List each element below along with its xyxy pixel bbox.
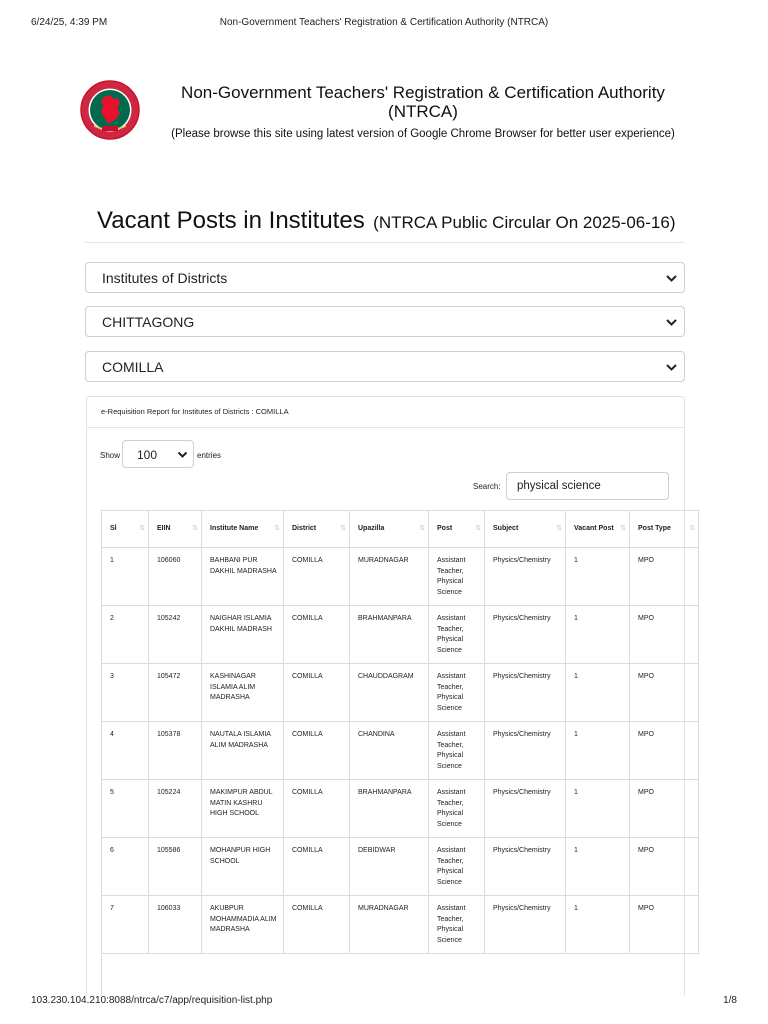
cell-district: COMILLA [284, 722, 350, 780]
cell-eiin: 105224 [149, 780, 202, 838]
table-row [102, 548, 699, 606]
cell-district: COMILLA [284, 548, 350, 606]
cell-upazilla: DEBIDWAR [350, 838, 429, 896]
cell-institute-name: NAIGHAR ISLAMIA DAKHIL MADRASH [202, 606, 284, 664]
column-label: Vacant Post [574, 525, 614, 532]
cell-vacant-post: 1 [566, 548, 630, 606]
cell-eiin: 106033 [149, 896, 202, 954]
cell-institute-name: MAKIMPUR ABDUL MATIN KASHRU HIGH SCHOOL [202, 780, 284, 838]
show-label: Show [100, 451, 121, 460]
print-footer [31, 995, 737, 1009]
cell-district: COMILLA [284, 896, 350, 954]
cell-institute-name: MOHANPUR HIGH SCHOOL [202, 838, 284, 896]
cell-sl: 7 [102, 896, 149, 954]
sort-icon: ⇅ [620, 525, 625, 532]
institute-type-value: Institutes of Districts [102, 270, 228, 286]
cell-post: Assistant Teacher, Physical Science [429, 838, 485, 896]
print-url: 103.230.104.210:8088/ntrca/c7/app/requisition-list.php [31, 995, 273, 1006]
column-header-post[interactable] [429, 511, 485, 548]
column-header-subject[interactable] [485, 511, 566, 548]
cell-sl: 1 [102, 548, 149, 606]
ntrca-logo [80, 80, 140, 140]
cell-vacant-post: 1 [566, 722, 630, 780]
requisition-table [101, 510, 699, 954]
cell-eiin: 106060 [149, 548, 202, 606]
cell-sl: 6 [102, 838, 149, 896]
cell-vacant-post: 1 [566, 838, 630, 896]
cell-vacant-post: 1 [566, 896, 630, 954]
table-row [102, 838, 699, 896]
column-label: District [292, 525, 317, 532]
sort-icon: ⇅ [475, 525, 480, 532]
page-title-sub: (NTRCA Public Circular On 2025-06-16) [373, 213, 676, 232]
cell-upazilla: MURADNAGAR [350, 548, 429, 606]
cell-institute-name: AKUBPUR MOHAMMADIA ALIM MADRASHA [202, 896, 284, 954]
entries-value: 100 [137, 448, 158, 462]
cell-vacant-post: 1 [566, 780, 630, 838]
sort-icon: ⇅ [340, 525, 345, 532]
sort-icon: ⇅ [419, 525, 424, 532]
cell-vacant-post: 1 [566, 606, 630, 664]
bangladesh-govt-seal-icon [80, 80, 140, 140]
cell-institute-name: NAUTALA ISLAMIA ALIM MADRASHA [202, 722, 284, 780]
chevron-down-icon [665, 272, 678, 285]
entries-select[interactable] [122, 440, 194, 468]
cell-sl: 2 [102, 606, 149, 664]
cell-district: COMILLA [284, 838, 350, 896]
column-label: Post Type [638, 525, 671, 532]
requisition-table-wrapper[interactable] [101, 510, 694, 955]
cell-post-type: MPO [630, 896, 699, 954]
cell-post: Assistant Teacher, Physical Science [429, 780, 485, 838]
cell-sl: 5 [102, 780, 149, 838]
cell-subject: Physics/Chemistry [485, 548, 566, 606]
cell-post-type: MPO [630, 606, 699, 664]
cell-post: Assistant Teacher, Physical Science [429, 722, 485, 780]
table-row [102, 780, 699, 838]
cell-post: Assistant Teacher, Physical Science [429, 548, 485, 606]
table-row [102, 664, 699, 722]
column-header-vacant-post[interactable] [566, 511, 630, 548]
cell-subject: Physics/Chemistry [485, 838, 566, 896]
cell-eiin: 105242 [149, 606, 202, 664]
column-label: Sl [110, 525, 117, 532]
cell-subject: Physics/Chemistry [485, 664, 566, 722]
cell-upazilla: BRAHMANPARA [350, 606, 429, 664]
report-panel-heading [87, 397, 684, 428]
cell-upazilla: BRAHMANPARA [350, 780, 429, 838]
column-label: Institute Name [210, 525, 259, 532]
column-label: Upazilla [358, 525, 385, 532]
cell-post-type: MPO [630, 722, 699, 780]
chevron-down-icon [177, 449, 188, 460]
page-title [97, 207, 676, 235]
entries-label: entries [197, 451, 222, 460]
title-divider [85, 242, 685, 243]
cell-post-type: MPO [630, 780, 699, 838]
column-label: EIIN [157, 525, 171, 532]
division-value: CHITTAGONG [102, 314, 195, 330]
sort-icon: ⇅ [274, 525, 279, 532]
cell-post-type: MPO [630, 548, 699, 606]
cell-subject: Physics/Chemistry [485, 722, 566, 780]
cell-institute-name: KASHINAGAR ISLAMIA ALIM MADRASHA [202, 664, 284, 722]
cell-post: Assistant Teacher, Physical Science [429, 664, 485, 722]
browser-note: (Please browse this site using latest version of Google Chrome Browser for better user experience) [171, 128, 675, 140]
column-header-upazilla[interactable] [350, 511, 429, 548]
cell-vacant-post: 1 [566, 664, 630, 722]
cell-subject: Physics/Chemistry [485, 896, 566, 954]
sort-icon: ⇅ [556, 525, 561, 532]
cell-district: COMILLA [284, 664, 350, 722]
search-input[interactable] [506, 472, 669, 500]
cell-district: COMILLA [284, 606, 350, 664]
cell-sl: 4 [102, 722, 149, 780]
cell-eiin: 105586 [149, 838, 202, 896]
cell-upazilla: CHAUDDAGRAM [350, 664, 429, 722]
division-select[interactable] [85, 306, 685, 337]
cell-upazilla: CHANDINA [350, 722, 429, 780]
sort-asc-icon: ⇅ [139, 525, 144, 532]
column-label: Subject [493, 525, 519, 532]
org-name [165, 83, 681, 121]
column-header-institute-name[interactable] [202, 511, 284, 548]
table-row [102, 896, 699, 954]
column-header-district[interactable] [284, 511, 350, 548]
print-header [31, 17, 737, 31]
report-heading-text: e-Requisition Report for Institutes of Districts : COMILLA [101, 407, 289, 416]
search-label: Search: [473, 482, 501, 491]
chevron-down-icon [665, 361, 678, 374]
cell-subject: Physics/Chemistry [485, 780, 566, 838]
print-page-number: 1/8 [723, 995, 737, 1006]
cell-sl: 3 [102, 664, 149, 722]
org-name-line2: (NTRCA) [388, 102, 458, 121]
column-label: Post [437, 525, 453, 532]
sort-icon: ⇅ [689, 525, 694, 532]
cell-post: Assistant Teacher, Physical Science [429, 606, 485, 664]
page-title-main: Vacant Posts in Institutes [97, 207, 365, 234]
column-header-eiin[interactable] [149, 511, 202, 548]
table-row [102, 722, 699, 780]
cell-post: Assistant Teacher, Physical Science [429, 896, 485, 954]
cell-institute-name: BAHBANI PUR DAKHIL MADRASHA [202, 548, 284, 606]
sort-icon: ⇅ [192, 525, 197, 532]
chevron-down-icon [665, 316, 678, 329]
district-select[interactable] [85, 351, 685, 382]
cell-post-type: MPO [630, 838, 699, 896]
table-left-edge [101, 955, 102, 996]
district-value: COMILLA [102, 359, 164, 375]
cell-eiin: 105472 [149, 664, 202, 722]
cell-district: COMILLA [284, 780, 350, 838]
org-name-line1: Non-Government Teachers' Registration & Certification Authority [181, 83, 665, 102]
column-header-sl[interactable] [102, 511, 149, 548]
cell-post-type: MPO [630, 664, 699, 722]
institute-type-select[interactable] [85, 262, 685, 293]
table-row [102, 606, 699, 664]
table-header-row [102, 511, 699, 548]
cell-subject: Physics/Chemistry [485, 606, 566, 664]
print-doc-title: Non-Government Teachers' Registration & Certification Authority (NTRCA) [219, 17, 549, 28]
column-header-post-type[interactable] [630, 511, 699, 548]
print-datetime: 6/24/25, 4:39 PM [31, 17, 108, 28]
cell-upazilla: MURADNAGAR [350, 896, 429, 954]
cell-eiin: 105378 [149, 722, 202, 780]
